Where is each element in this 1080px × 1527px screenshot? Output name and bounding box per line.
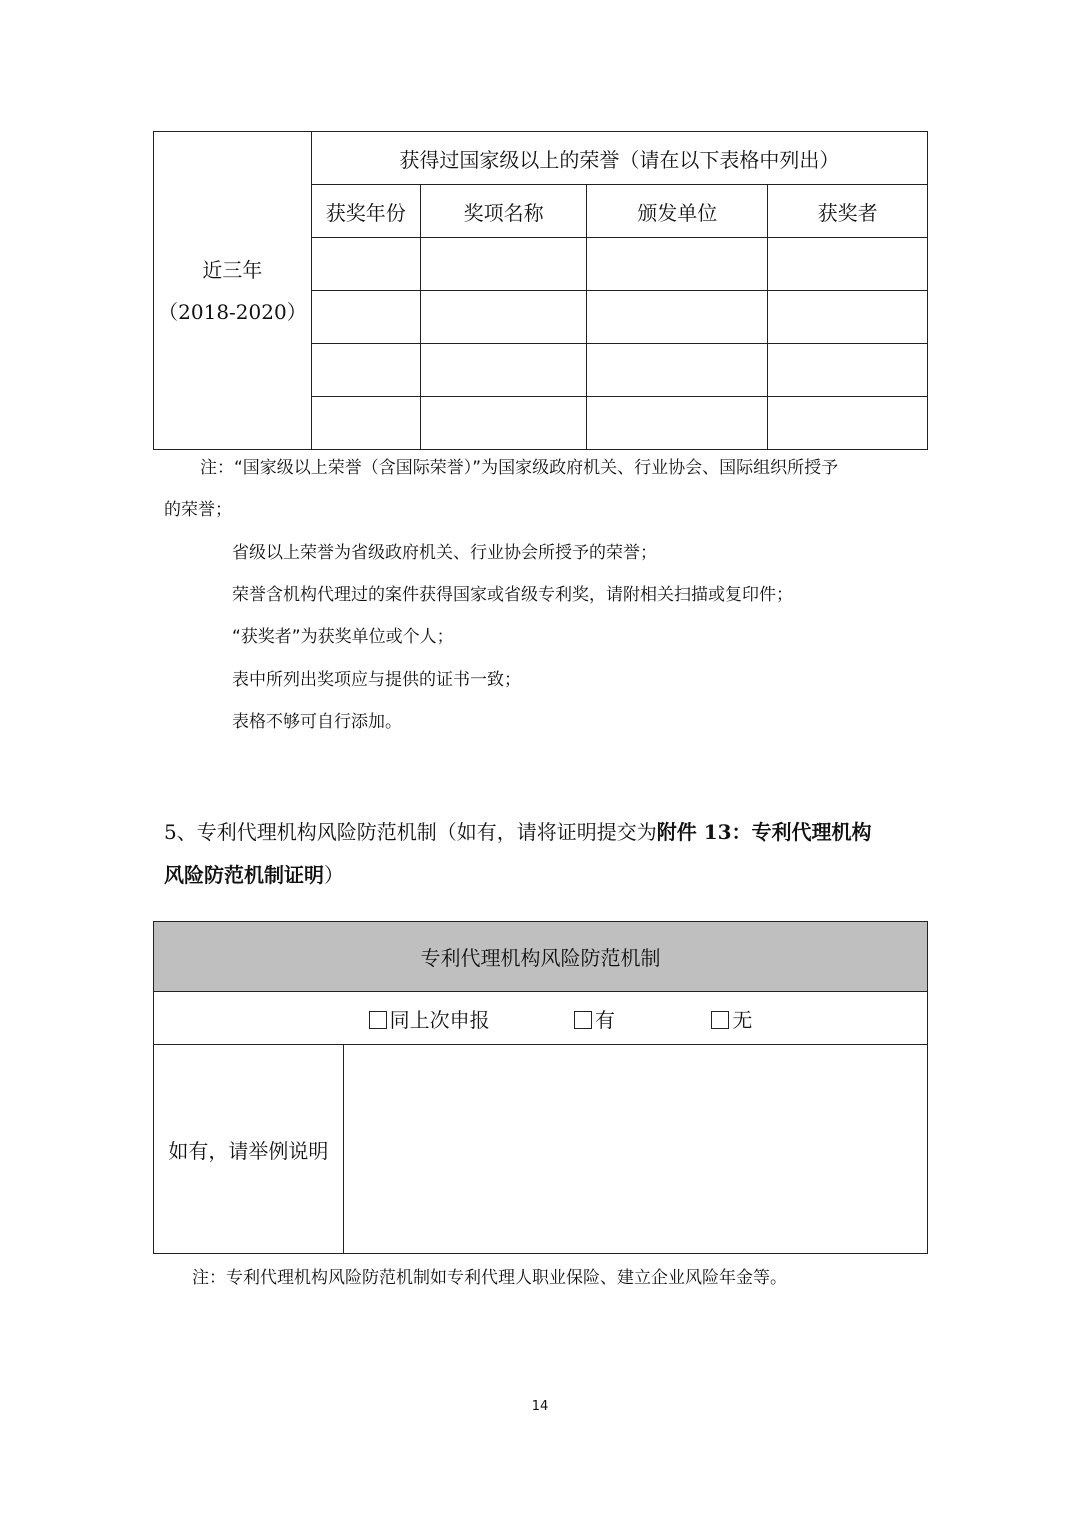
period-cell (154, 132, 312, 450)
option-yes[interactable] (574, 1004, 615, 1033)
risk-table-header: 专利代理机构风险防范机制 (154, 922, 928, 992)
desc-label: 如有，请举例说明 (154, 1045, 344, 1254)
column-header-year: 获奖年份 (311, 185, 420, 238)
note-line-1: 注：“国家级以上荣誉（含国际荣誉）”为国家级政府机关、行业协会、国际组织所授予 (200, 458, 839, 478)
cell-issuer[interactable] (587, 291, 768, 344)
note-line-5: 表中所列出奖项应与提供的证书一致； (232, 670, 521, 690)
cell-issuer[interactable] (587, 397, 768, 450)
section-title-prefix: 5、专利代理机构风险防范机制（如有，请将证明提交为 (164, 820, 657, 844)
section-title-line-2-end: ） (324, 863, 344, 887)
section-title-line-2-bold: 风险防范机制证明 (164, 863, 324, 887)
page-number: 14 (531, 1399, 549, 1414)
cell-winner[interactable] (768, 238, 928, 291)
option-no[interactable] (711, 1004, 752, 1033)
cell-award-name[interactable] (420, 344, 587, 397)
cell-award-name[interactable] (420, 238, 587, 291)
cell-year[interactable] (311, 344, 420, 397)
column-header-winner: 获奖者 (768, 185, 928, 238)
cell-winner[interactable] (768, 291, 928, 344)
cell-issuer[interactable] (587, 344, 768, 397)
period-label: 近三年 (202, 257, 263, 282)
risk-options-row (154, 992, 928, 1045)
option-label: 无 (732, 1007, 753, 1032)
column-header-issuer: 颁发单位 (587, 185, 768, 238)
section-title-line-2 (164, 864, 344, 886)
checkbox-icon[interactable] (574, 1011, 592, 1029)
checkbox-icon[interactable] (711, 1011, 729, 1029)
cell-year[interactable] (311, 291, 420, 344)
option-label: 有 (595, 1007, 615, 1032)
period-years: （2018-2020） (158, 299, 307, 324)
cell-issuer[interactable] (587, 238, 768, 291)
checkbox-icon[interactable] (369, 1011, 387, 1029)
note-line-1-continued: 的荣誉； (164, 500, 232, 520)
cell-award-name[interactable] (420, 291, 587, 344)
option-label: 同上次申报 (389, 1007, 490, 1032)
cell-winner[interactable] (768, 397, 928, 450)
risk-note: 注：专利代理机构风险防范机制如专利代理人职业保险、建立企业风险年金等。 (192, 1268, 787, 1288)
option-same-as-last[interactable] (369, 1004, 490, 1033)
section-title-attachment: 附件 13：专利代理机构 (656, 820, 872, 844)
risk-table (153, 921, 928, 1254)
desc-input[interactable] (343, 1045, 927, 1254)
honors-header: 获得过国家级以上的荣誉（请在以下表格中列出） (311, 132, 927, 185)
note-line-2: 省级以上荣誉为省级政府机关、行业协会所授予的荣誉； (232, 543, 657, 563)
column-header-award-name: 奖项名称 (420, 185, 587, 238)
note-line-6: 表格不够可自行添加。 (232, 712, 402, 732)
cell-year[interactable] (311, 397, 420, 450)
cell-year[interactable] (311, 238, 420, 291)
section-title (164, 821, 872, 843)
cell-award-name[interactable] (420, 397, 587, 450)
cell-winner[interactable] (768, 344, 928, 397)
honors-table (153, 131, 928, 450)
note-line-3: 荣誉含机构代理过的案件获得国家或省级专利奖，请附相关扫描或复印件； (232, 585, 793, 605)
note-line-4: “获奖者”为获奖单位或个人； (232, 627, 454, 647)
